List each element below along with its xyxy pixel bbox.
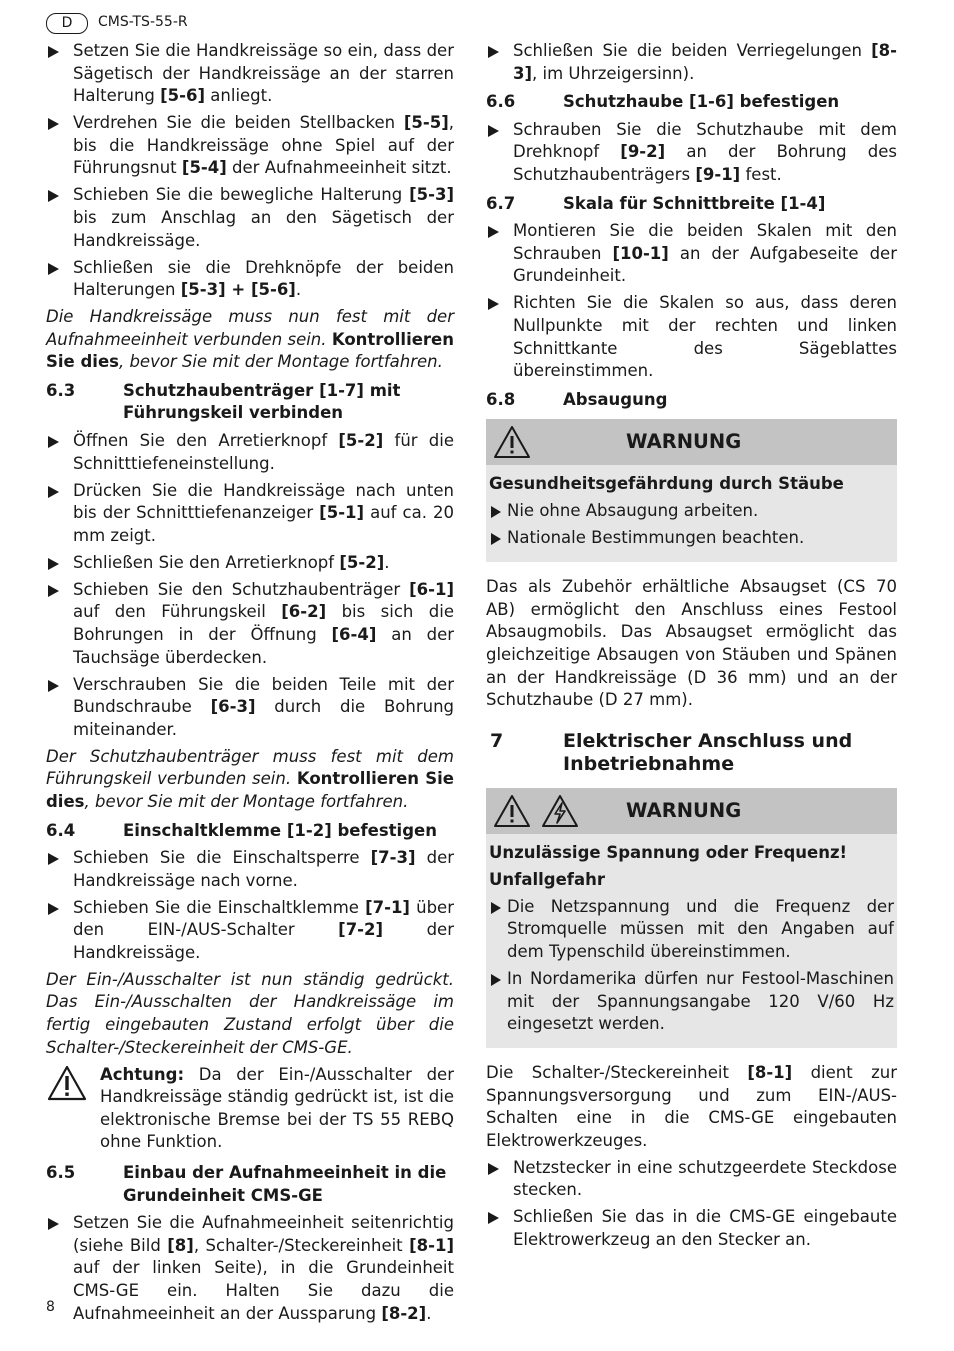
step-item: Schieben Sie die Einschaltklemme [7-1] über den EIN-/AUS-Schalter [7-2] der Handkreissäge. [46,897,454,965]
step-item: Drücken Sie die Handkreissäge nach unten bis der Schnitttiefenanzeiger [5-1] auf ca. 20 mm zeigt. [46,480,454,548]
warning-label: Unfallgefahr [489,869,605,889]
caution-block: Achtung: Da der Ein-/Ausschalter der Handkreissäge ständig gedrückt ist, ist die elektronische Bremse bei der TS 55 REBQ ohne Funktion. [46,1064,454,1154]
step-item: Verschrauben Sie die beiden Teile mit der Bundschraube [6-3] durch die Bohrung miteinander. [46,674,454,742]
note-text: Der Schutzhaubenträger muss fest mit dem Führungskeil verbunden sein. Kontrollieren Sie dies, bevor Sie mit der Montage fortfahren. [46,746,454,811]
warning-label: Unzulässige Spannung oder Frequenz! [489,842,848,862]
right-column [486,40,897,1256]
warning-item: Nie ohne Absaugung arbeiten. [489,500,894,523]
note-text: Die Handkreissäge muss nun fest mit der Aufnahmeeinheit verbunden sein. Kontrollieren Sie dies, bevor Sie mit der Montage fortfahren. [46,307,454,372]
step-item: Öffnen Sie den Arretierknopf [5-2] für die Schnitttiefeneinstellung. [46,430,454,475]
warning-header [486,788,897,834]
warning-box-voltage [486,788,897,1048]
step-item: Setzen Sie die Aufnahmeeinheit seitenrichtig (siehe Bild [8], Schalter-/Steckereinheit [8-1] auf der linken Seite), in die Grundeinheit CMS-GE ein. Halten Sie dazu die Aufnahmeeinheit an der Aussparung [8-2]. [46,1212,454,1325]
step-item: Schieben Sie die Einschaltsperre [7-3] der Handkreissäge nach vorne. [46,847,454,892]
body-paragraph: Das als Zubehör erhältliche Absaugset (CS 70 AB) ermöglicht den Anschluss eines Festool Absaugmobils. Das Absaugset ermöglicht das gleichzeitige Absaugen von Stäuben und Spänen an der Handkreissäge (D 36 mm) und an der Schutzhaube (D 27 mm). [486,577,897,710]
step-item: Netzstecker in eine schutzgeerdete Steckdose stecken. [486,1157,897,1202]
step-item: Schrauben Sie die Schutzhaube mit dem Drehknopf [9-2] an der Bohrung des Schutzhaubenträgers [9-1] fest. [486,119,897,187]
step-item: Schließen Sie das in die CMS-GE eingebaute Elektrowerkzeug an den Stecker an. [486,1206,897,1251]
electric-hazard-icon [540,793,580,836]
left-column [46,40,454,1330]
step-item: Verdrehen Sie die beiden Stellbacken [5-5], bis die Handkreissäge ohne Spiel auf der Führungsnut [5-4] der Aufnahmeeinheit sitzt. [46,112,454,180]
step-item: Schließen Sie den Arretierknopf [5-2]. [46,552,454,575]
warning-item: Nationale Bestimmungen beachten. [489,527,894,550]
step-item: Montieren Sie die beiden Skalen mit den Schrauben [10-1] an der Aufgabeseite der Grundeinheit. [486,220,897,288]
step-item: Schieben Sie die bewegliche Halterung [5-3] bis zum Anschlag an den Sägetisch der Handkreissäge. [46,184,454,252]
note-text: Der Ein-/Ausschalter ist nun ständig gedrückt. Das Ein-/Ausschalten der Handkreissäge im fertig eingebauten Zustand erfolgt über die Schalter-/Steckereinheit der CMS-GE. [46,969,454,1057]
warning-triangle-icon [46,1064,100,1154]
warning-item: In Nordamerika dürfen nur Festool-Maschinen mit der Spannungsangabe 120 V/60 Hz eingesetzt werden. [489,968,894,1036]
section-heading-6-3: 6.3 Schutzhaubenträger [1-7] mit Führungskeil verbinden [46,380,401,423]
page-number: 8 [46,1299,55,1315]
warning-triangle-icon [492,424,532,467]
section-heading-6-5: 6.5 Einbau der Aufnahmeeinheit in die Grundeinheit CMS-GE [46,1163,447,1205]
step-item: Richten Sie die Skalen so aus, dass deren Nullpunkte mit der rechten und linken Schnittkante des Sägeblattes übereinstimmen. [486,292,897,382]
section-heading-6-8: 6.8 Absaugung [486,389,668,409]
warning-item: Die Netzspannung und die Frequenz der Stromquelle müssen mit den Angaben auf dem Typenschild übereinstimmen. [489,896,894,964]
warning-header [486,419,897,465]
warning-box-dust [486,419,897,562]
step-item: Schieben Sie den Schutzhaubenträger [6-1] auf den Führungskeil [6-2] bis sich die Bohrungen in der Öffnung [6-4] an der Tauchsäge überdecken. [46,579,454,669]
step-item: Setzen Sie die Handkreissäge so ein, dass der Sägetisch der Handkreissäge an der starren Halterung [5-6] anliegt. [46,40,454,108]
section-heading-6-7: 6.7 Skala für Schnittbreite [1-4] [486,193,826,213]
section-heading-7: 7 Elektrischer Anschluss und Inbetriebnahme [490,729,853,775]
language-badge: D [46,13,88,34]
section-heading-6-6: 6.6 Schutzhaube [1-6] befestigen [486,92,840,112]
warning-title: WARNUNG [626,430,742,454]
model-code: CMS-TS-55-R [98,14,188,30]
step-item: Schließen sie die Drehknöpfe der beiden Halterungen [5-3] + [5-6]. [46,257,454,302]
warning-title: WARNUNG [626,798,742,822]
warning-label: Gesundheitsgefährdung durch Stäube [489,474,844,494]
step-item: Schließen Sie die beiden Verriegelungen [8-3], im Uhrzeigersinn). [486,40,897,85]
section-heading-6-4: 6.4 Einschaltklemme [1-2] befestigen [46,820,437,840]
warning-triangle-icon [492,793,532,836]
body-paragraph: Die Schalter-/Steckereinheit [8-1] dient zur Spannungsversorgung und zum EIN-/AUS-Schalten eine in die CMS-GE eingebauten Elektrowerkzeuges. [486,1063,897,1150]
